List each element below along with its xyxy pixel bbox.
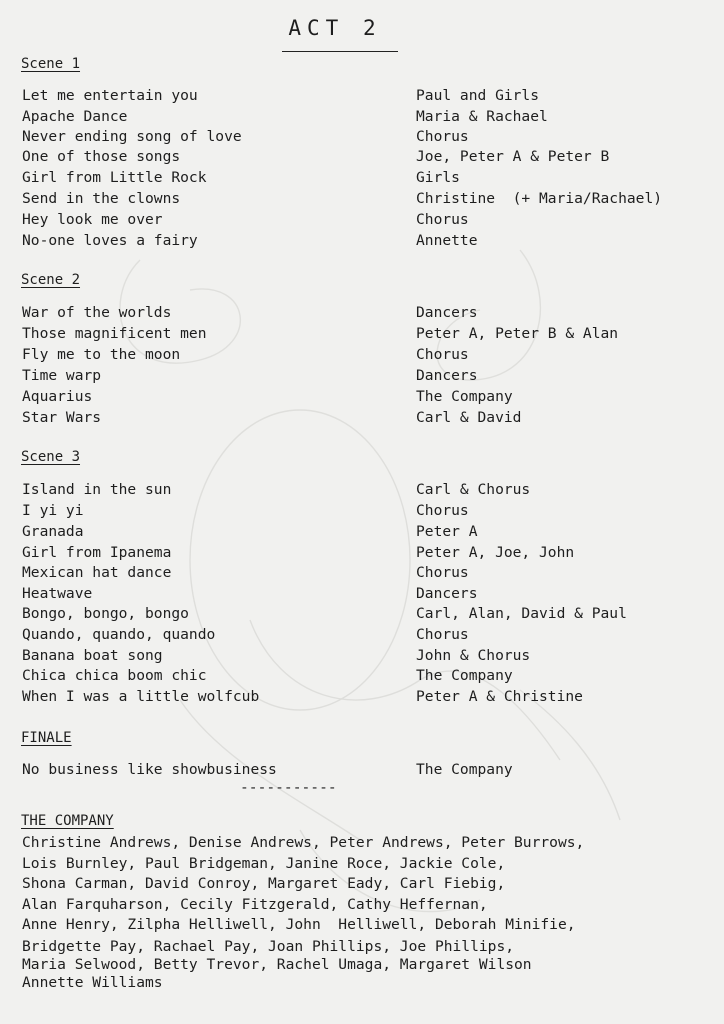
program-row: [0, 562, 724, 583]
song-title: Aquarius: [22, 388, 93, 405]
performer: Carl & David: [416, 409, 522, 426]
program-row: [0, 106, 724, 127]
performer: Peter A, Peter B & Alan: [416, 325, 619, 342]
song-title: Star Wars: [22, 409, 102, 426]
song-title: Apache Dance: [22, 108, 128, 125]
program-row: [0, 645, 724, 666]
scene-heading: Scene 3: [21, 449, 81, 465]
program-row: [0, 344, 724, 365]
program-row: [0, 603, 724, 624]
performer: John & Chorus: [416, 647, 531, 664]
separator-line: -----------: [240, 779, 337, 796]
program-row: [0, 759, 724, 780]
program-row: [0, 624, 724, 645]
program-row: [0, 188, 724, 209]
song-title: Never ending song of love: [22, 128, 242, 145]
performer: Chorus: [416, 564, 469, 581]
scene-heading: Scene 2: [21, 272, 81, 288]
song-title: Hey look me over: [22, 211, 163, 228]
song-title: Let me entertain you: [22, 87, 198, 104]
performer: Peter A: [416, 523, 478, 540]
program-row: [0, 521, 724, 542]
performer: The Company: [416, 667, 513, 684]
company-names-line: Annette Williams: [22, 974, 163, 991]
song-title: Those magnificent men: [22, 325, 207, 342]
scene-heading: Scene 1: [21, 56, 81, 72]
song-title: Island in the sun: [22, 481, 172, 498]
company-names-line: Lois Burnley, Paul Bridgeman, Janine Roce, Jackie Cole,: [22, 855, 506, 872]
company-names-line: Christine Andrews, Denise Andrews, Peter Andrews, Peter Burrows,: [22, 834, 585, 851]
song-title: Quando, quando, quando: [22, 626, 216, 643]
program-row: [0, 479, 724, 500]
song-title: No business like showbusiness: [22, 761, 277, 778]
performer: Girls: [416, 169, 460, 186]
finale-heading: FINALE: [21, 730, 72, 746]
performer: Carl, Alan, David & Paul: [416, 605, 627, 622]
program-row: [0, 365, 724, 386]
program-row: [0, 209, 724, 230]
performer: Peter A & Christine: [416, 688, 583, 705]
program-row: [0, 665, 724, 686]
song-title: When I was a little wolfcub: [22, 688, 260, 705]
program-row: [0, 323, 724, 344]
company-names-line: Alan Farquharson, Cecily Fitzgerald, Cathy Heffernan,: [22, 896, 488, 913]
performer: Carl & Chorus: [416, 481, 531, 498]
performer: Dancers: [416, 304, 478, 321]
performer: Annette: [416, 232, 478, 249]
performer: Dancers: [416, 367, 478, 384]
program-row: [0, 583, 724, 604]
program-row: [0, 85, 724, 106]
performer: Christine (+ Maria/Rachael): [416, 190, 663, 207]
performer: Dancers: [416, 585, 478, 602]
program-row: [0, 230, 724, 251]
song-title: Time warp: [22, 367, 102, 384]
performer: Chorus: [416, 502, 469, 519]
song-title: One of those songs: [22, 148, 181, 165]
program-row: [0, 686, 724, 707]
performer: Chorus: [416, 128, 469, 145]
song-title: No-one loves a fairy: [22, 232, 198, 249]
program-row: [0, 167, 724, 188]
title-underline: [282, 51, 398, 52]
performer: Maria & Rachael: [416, 108, 548, 125]
program-row: [0, 302, 724, 323]
song-title: Chica chica boom chic: [22, 667, 207, 684]
performer: Chorus: [416, 626, 469, 643]
program-row: [0, 500, 724, 521]
program-row: [0, 126, 724, 147]
song-title: Girl from Ipanema: [22, 544, 172, 561]
song-title: War of the worlds: [22, 304, 172, 321]
company-heading: THE COMPANY: [21, 813, 114, 829]
performer: The Company: [416, 761, 513, 778]
performer: The Company: [416, 388, 513, 405]
program-row: [0, 407, 724, 428]
song-title: Bongo, bongo, bongo: [22, 605, 189, 622]
song-title: Granada: [22, 523, 84, 540]
performer: Chorus: [416, 211, 469, 228]
song-title: Send in the clowns: [22, 190, 181, 207]
company-names-line: Maria Selwood, Betty Trevor, Rachel Umaga, Margaret Wilson: [22, 956, 532, 973]
song-title: I yi yi: [22, 502, 84, 519]
song-title: Banana boat song: [22, 647, 163, 664]
program-row: [0, 542, 724, 563]
song-title: Girl from Little Rock: [22, 169, 207, 186]
song-title: Fly me to the moon: [22, 346, 181, 363]
program-row: [0, 146, 724, 167]
company-names-line: Shona Carman, David Conroy, Margaret Eady, Carl Fiebig,: [22, 875, 506, 892]
song-title: Heatwave: [22, 585, 93, 602]
company-names-line: Anne Henry, Zilpha Helliwell, John Helliwell, Deborah Minifie,: [22, 916, 576, 933]
performer: Chorus: [416, 346, 469, 363]
song-title: Mexican hat dance: [22, 564, 172, 581]
performer: Joe, Peter A & Peter B: [416, 148, 610, 165]
program-row: [0, 386, 724, 407]
performer: Peter A, Joe, John: [416, 544, 575, 561]
act-title: ACT 2: [288, 16, 382, 40]
company-names-line: Bridgette Pay, Rachael Pay, Joan Phillips, Joe Phillips,: [22, 938, 515, 955]
performer: Paul and Girls: [416, 87, 540, 104]
